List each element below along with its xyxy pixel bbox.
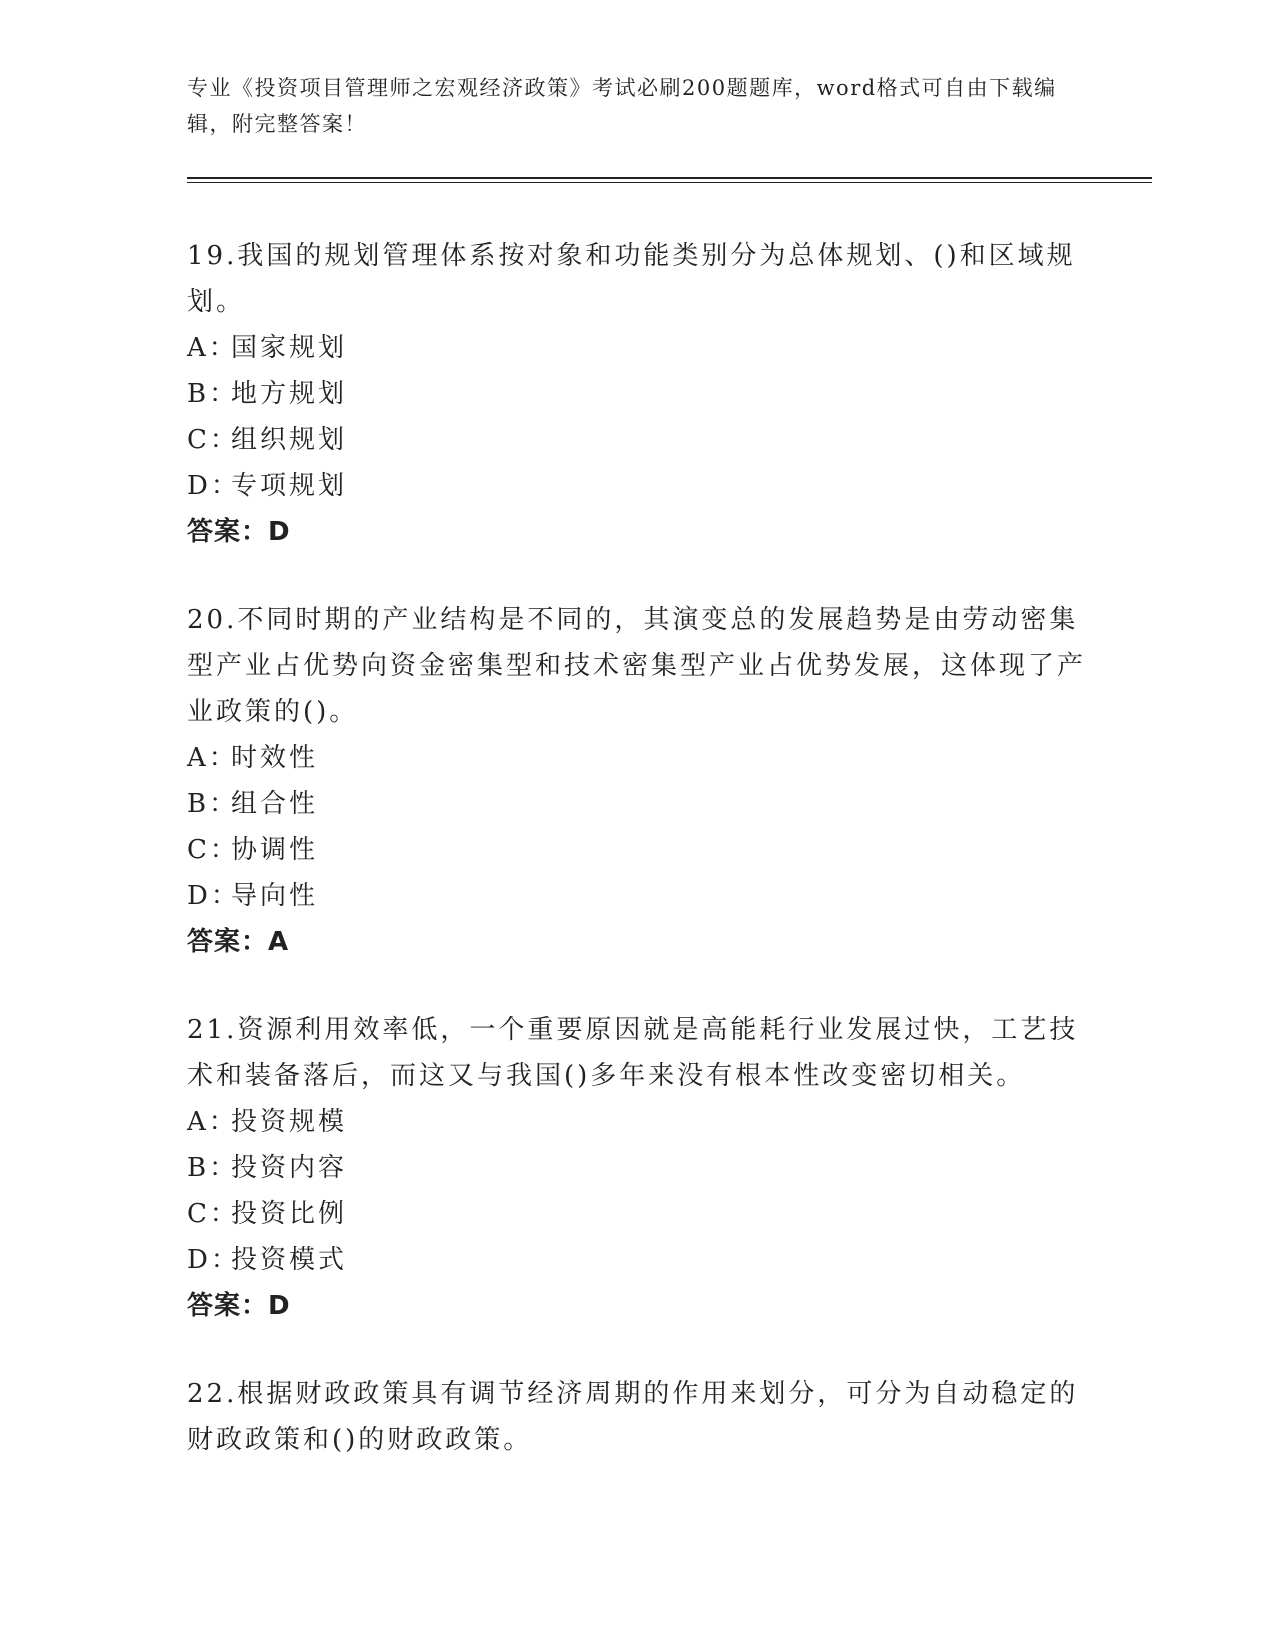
- answer-line: 答案：A: [187, 927, 290, 957]
- question-22: [187, 1371, 1087, 1463]
- option-a: [187, 325, 1087, 371]
- question-21: [187, 1007, 1087, 1329]
- option-key: B：: [187, 379, 239, 409]
- header-divider-thick: [187, 177, 1152, 179]
- option-text: 投资内容: [231, 1153, 348, 1183]
- option-text: 投资比例: [231, 1199, 348, 1229]
- question-list: [187, 233, 1087, 1505]
- option-c: [187, 827, 1087, 873]
- option-key: C：: [187, 835, 239, 865]
- option-d: [187, 1237, 1087, 1283]
- document-header: 专业《投资项目管理师之宏观经济政策》考试必刷200题题库，word格式可自由下载编辑，附完整答案！: [187, 76, 1057, 136]
- question-20: [187, 597, 1087, 965]
- option-text: 组织规划: [231, 425, 348, 455]
- option-key: B：: [187, 789, 239, 819]
- option-text: 投资规模: [231, 1107, 348, 1137]
- question-stem: 20.不同时期的产业结构是不同的，其演变总的发展趋势是由劳动密集型产业占优势向资金密集型和技术密集型产业占优势发展，这体现了产业政策的()。: [187, 605, 1087, 727]
- answer-line: 答案：D: [187, 1291, 291, 1321]
- option-text: 导向性: [231, 881, 319, 911]
- option-a: [187, 1099, 1087, 1145]
- option-text: 专项规划: [231, 471, 348, 501]
- option-key: C：: [187, 1199, 239, 1229]
- question-stem: 19.我国的规划管理体系按对象和功能类别分为总体规划、()和区域规划。: [187, 241, 1076, 317]
- option-b: [187, 781, 1087, 827]
- option-text: 地方规划: [231, 379, 348, 409]
- question-stem: 21.资源利用效率低，一个重要原因就是高能耗行业发展过快，工艺技术和装备落后，而这又与我国()多年来没有根本性改变密切相关。: [187, 1015, 1079, 1091]
- option-d: [187, 873, 1087, 919]
- option-key: A：: [187, 743, 238, 773]
- question-19: [187, 233, 1087, 555]
- answer-line: 答案：D: [187, 517, 291, 547]
- option-c: [187, 417, 1087, 463]
- question-stem: 22.根据财政政策具有调节经济周期的作用来划分，可分为自动稳定的财政政策和()的财政政策。: [187, 1379, 1079, 1455]
- option-b: [187, 371, 1087, 417]
- header-divider-thin: [187, 182, 1152, 183]
- option-d: [187, 463, 1087, 509]
- option-text: 协调性: [231, 835, 319, 865]
- option-text: 投资模式: [231, 1245, 348, 1275]
- option-key: D：: [187, 881, 240, 911]
- option-key: D：: [187, 471, 240, 501]
- option-text: 组合性: [231, 789, 319, 819]
- option-b: [187, 1145, 1087, 1191]
- option-key: A：: [187, 333, 238, 363]
- option-key: C：: [187, 425, 239, 455]
- option-key: A：: [187, 1107, 238, 1137]
- option-key: B：: [187, 1153, 239, 1183]
- option-c: [187, 1191, 1087, 1237]
- option-text: 时效性: [231, 743, 319, 773]
- option-a: [187, 735, 1087, 781]
- option-text: 国家规划: [231, 333, 348, 363]
- option-key: D：: [187, 1245, 240, 1275]
